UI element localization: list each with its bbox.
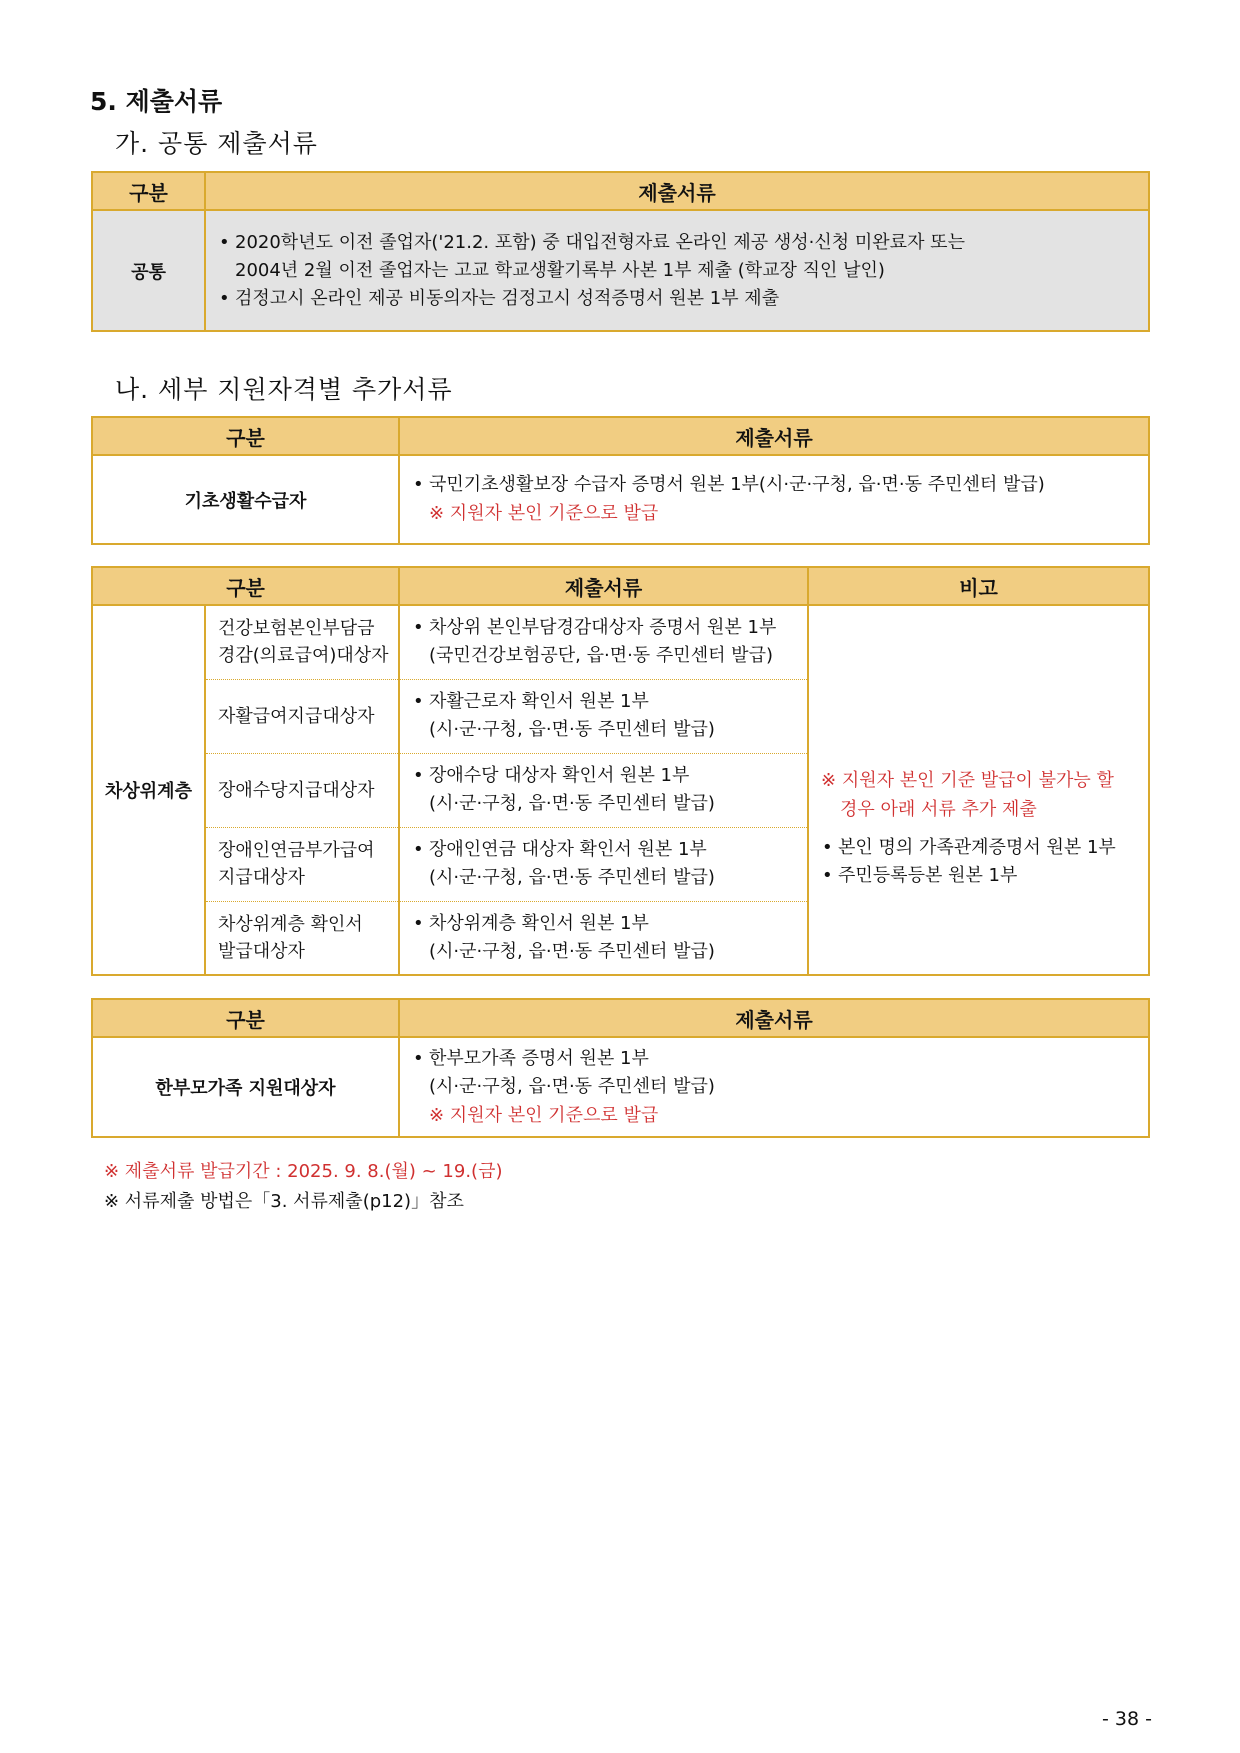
subtype-text-cont: 경감(의료급여)대상자: [218, 645, 389, 667]
subsection-title-additional: 나. 세부 지원자격별 추가서류: [115, 375, 453, 404]
subtype-text: 장애인연금부가급여: [218, 840, 375, 861]
near-poverty-table: [91, 566, 1150, 976]
item-text: 검정고시 온라인 제공 비동의자는 검정고시 성적증명서 원본 1부 제출: [235, 287, 780, 309]
subtype-cell: [205, 605, 399, 679]
doc-text: 차상위 본인부담경감대상자 증명서 원본 1부: [429, 617, 777, 639]
doc-text-cont: (시·군·구청, 읍·면·동 주민센터 발급): [429, 940, 715, 962]
doc-text-cont: (시·군·구청, 읍·면·동 주민센터 발급): [429, 867, 715, 888]
doc-text: 차상위계층 확인서 원본 1부: [429, 912, 649, 934]
header-documents: 제출서류: [399, 567, 808, 605]
category-common: 공통: [92, 210, 205, 331]
list-item: • 주민등록등본 원본 1부: [819, 862, 1148, 890]
section-title: 5. 제출서류: [90, 87, 223, 116]
footnote-submission-method: ※ 서류제출 방법은「3. 서류제출(p12)」참조: [104, 1191, 464, 1212]
list-item: [216, 229, 1148, 285]
doc-text: 장애인연금 대상자 확인서 원본 1부: [429, 839, 707, 860]
subtype-cell: [205, 901, 399, 975]
subtype-text-cont: 지급대상자: [218, 867, 305, 888]
list-item: [410, 688, 807, 744]
list-item: [410, 836, 807, 892]
document-cell: [399, 901, 808, 975]
header-documents: 제출서류: [399, 999, 1149, 1037]
note-text: ※ 지원자 본인 기준으로 발급: [429, 503, 659, 524]
header-category: 구분: [92, 999, 399, 1037]
doc-text: 자활근로자 확인서 원본 1부: [429, 691, 649, 712]
document-cell: [399, 753, 808, 827]
list-item: [410, 762, 807, 818]
list-item: [410, 1045, 1148, 1101]
header-category: 구분: [92, 567, 399, 605]
footnote-issue-period: ※ 제출서류 발급기간 : 2025. 9. 8.(월) ~ 19.(금): [104, 1161, 503, 1182]
header-category: 구분: [92, 172, 205, 210]
header-category: 구분: [92, 417, 399, 455]
remarks-cell: [808, 605, 1149, 975]
category-single-parent: 한부모가족 지원대상자: [92, 1037, 399, 1137]
doc-text-cont: (시·군·구청, 읍·면·동 주민센터 발급): [429, 719, 715, 740]
subtype-text: 자활급여지급대상자: [218, 705, 375, 727]
single-parent-table: [91, 998, 1150, 1138]
note-text: ※ 지원자 본인 기준으로 발급: [429, 1104, 659, 1126]
doc-text-cont: (시·군·구청, 읍·면·동 주민센터 발급): [429, 793, 715, 814]
basic-livelihood-table: [91, 416, 1150, 545]
category-near-poverty: 차상위계층: [92, 605, 205, 975]
doc-text: 장애수당 대상자 확인서 원본 1부: [429, 765, 690, 786]
subtype-text: 차상위계층 확인서: [218, 913, 363, 935]
header-documents: 제출서류: [399, 417, 1149, 455]
doc-text-cont: (시·군·구청, 읍·면·동 주민센터 발급): [429, 1075, 715, 1097]
subtype-text-cont: 발급대상자: [218, 940, 305, 962]
list-item: [410, 910, 807, 966]
subtype-cell: [205, 679, 399, 753]
header-documents: 제출서류: [205, 172, 1149, 210]
page-number: - 38 -: [1102, 1708, 1152, 1730]
doc-text: 한부모가족 증명서 원본 1부: [429, 1047, 649, 1069]
remark-note-cont: 경우 아래 서류 추가 제출: [840, 799, 1037, 820]
list-item: [216, 285, 1148, 313]
item-text-cont: 2004년 2월 이전 졸업자는 고교 학교생활기록부 사본 1부 제출 (학교장 직인 날인): [235, 259, 885, 281]
common-documents-cell: [205, 210, 1149, 331]
document-cell: [399, 679, 808, 753]
item-text: 2020학년도 이전 졸업자('21.2. 포함) 중 대입전형자료 온라인 제공 생성·신청 미완료자 또는: [235, 231, 965, 253]
common-documents-table: [91, 171, 1150, 332]
basic-documents-cell: [399, 455, 1149, 544]
doc-text-cont: (국민건강보험공단, 읍·면·동 주민센터 발급): [429, 645, 773, 667]
remark-note: ※ 지원자 본인 기준 발급이 불가능 할: [821, 770, 1114, 791]
category-basic-livelihood: 기초생활수급자: [92, 455, 399, 544]
document-cell: [399, 605, 808, 679]
subsection-title-common: 가. 공통 제출서류: [115, 129, 318, 158]
list-item: [410, 614, 807, 670]
subtype-cell: [205, 827, 399, 901]
subtype-text: 건강보험본인부담금: [218, 618, 375, 640]
subtype-cell: [205, 753, 399, 827]
subtype-text: 장애수당지급대상자: [218, 779, 375, 801]
list-item: • 본인 명의 가족관계증명서 원본 1부: [819, 834, 1148, 862]
single-parent-documents-cell: [399, 1037, 1149, 1137]
document-cell: [399, 827, 808, 901]
header-remarks: 비고: [808, 567, 1149, 605]
list-item: • 국민기초생활보장 수급자 증명서 원본 1부(시·군·구청, 읍·면·동 주민센터 발급): [410, 471, 1148, 499]
